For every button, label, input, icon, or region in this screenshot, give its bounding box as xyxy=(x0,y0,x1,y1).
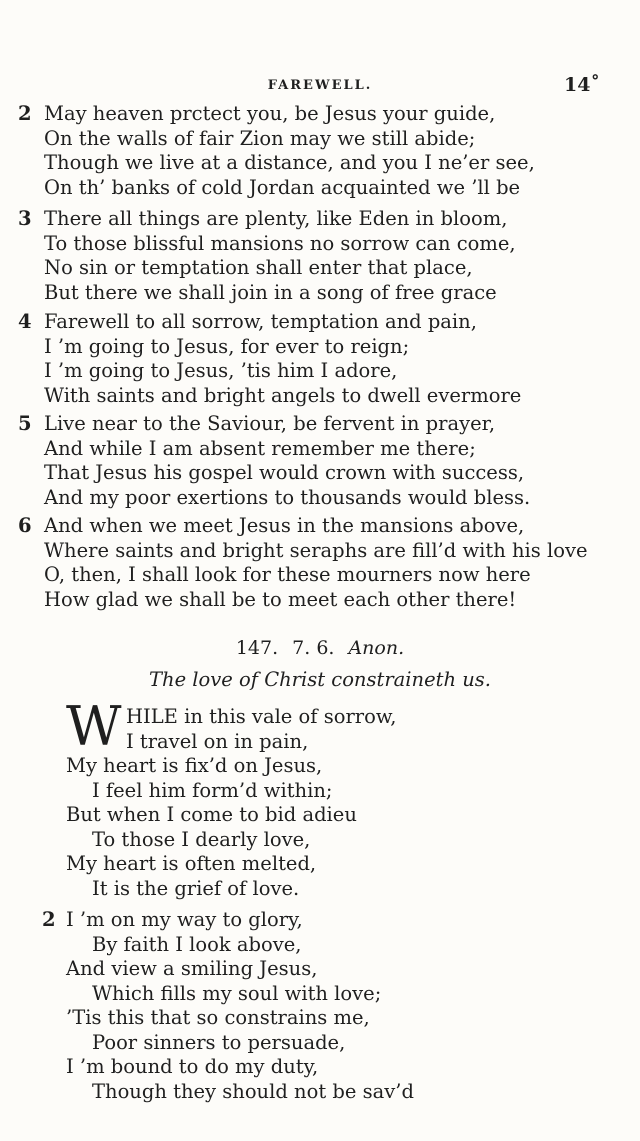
hymn-author: Anon. xyxy=(348,637,405,659)
verse-line: ’Tis this that so constrains me, xyxy=(66,1006,370,1029)
verse-line: And view a smiling Jesus, xyxy=(66,957,318,980)
verse-number: 5 xyxy=(18,412,32,435)
verse-line: How glad we shall be to meet each other there! xyxy=(44,587,517,611)
verse-line: Poor sinners to persuade, xyxy=(92,1030,346,1054)
drop-cap: W xyxy=(66,695,122,758)
verse-line: I ’m bound to do my duty, xyxy=(66,1055,319,1078)
verse-line: To those blissful mansions no sorrow can come, xyxy=(44,231,516,255)
verse-number: 2 xyxy=(18,102,32,125)
verse-line: It is the grief of love. xyxy=(92,876,300,900)
verse-line: O, then, I shall look for these mourners now here xyxy=(44,563,531,586)
verse-number: 6 xyxy=(18,514,32,537)
verse-line: My heart is fix’d on Jesus, xyxy=(66,754,323,777)
verse-line: To those I dearly love, xyxy=(92,827,311,851)
verse-line: I travel on in pain, xyxy=(126,729,309,753)
verse-3 xyxy=(18,207,618,305)
verse-number: 4 xyxy=(18,310,32,333)
verse-line: Which fills my soul with love; xyxy=(92,981,382,1005)
verse-line: I ’m going to Jesus, for ever to reign; xyxy=(44,334,410,358)
verse-line: On th’ banks of cold Jordan acquainted we ’ll be xyxy=(44,175,521,199)
verse-line: HILE in this vale of sorrow, xyxy=(126,705,397,728)
verse-number: 3 xyxy=(18,207,32,230)
verse-line: I ’m going to Jesus, ’tis him I adore, xyxy=(44,359,398,382)
verse-line: But when I come to bid adieu xyxy=(66,803,357,826)
verse-2 xyxy=(18,102,618,200)
verse-line: Where saints and bright seraphs are fill’d with his love xyxy=(44,538,588,562)
verse-line: And while I am absent remember me there; xyxy=(44,436,476,460)
verse-4 xyxy=(18,310,618,408)
verse-line: That Jesus his gospel would crown with success, xyxy=(44,461,525,484)
verse-5 xyxy=(18,412,618,510)
verse-line: 2 May heaven prctect you, be Jesus your guide, xyxy=(18,102,496,125)
hymn-title: The love of Christ constraineth us. xyxy=(149,668,491,691)
verse-line: Though we live at a distance, and you I ne’er see, xyxy=(44,151,535,174)
verse-line: No sin or temptation shall enter that place, xyxy=(44,256,473,279)
verse-line: 6 And when we meet Jesus in the mansions above, xyxy=(18,514,525,537)
verse-line: With saints and bright angels to dwell evermore xyxy=(44,383,522,407)
verse-line: 3 There all things are plenty, like Eden in bloom, xyxy=(18,207,508,230)
hymn-heading xyxy=(0,637,640,659)
verse-number: 2 xyxy=(42,908,56,931)
hymn-number: 147. xyxy=(235,637,279,659)
hymn-verse-1 xyxy=(66,695,606,901)
verse-line: 5 Live near to the Saviour, be fervent in prayer, xyxy=(18,412,496,435)
verse-line: My heart is often melted, xyxy=(66,852,317,875)
verse-line: I feel him form’d within; xyxy=(92,778,333,802)
verse-line: 4 Farewell to all sorrow, temptation and pain, xyxy=(18,310,477,333)
running-header: FAREWELL. xyxy=(267,78,373,93)
page-number: 14˚ xyxy=(564,74,600,96)
verse-line: Though they should not be sav’d xyxy=(92,1079,414,1103)
verse-line: And my poor exertions to thousands would bless. xyxy=(44,485,531,509)
verse-line: 2 I ’m on my way to glory, xyxy=(42,908,303,931)
verse-line: By faith I look above, xyxy=(92,932,302,956)
verse-line: On the walls of fair Zion may we still abide; xyxy=(44,126,476,150)
verse-line: But there we shall join in a song of free grace xyxy=(44,280,497,304)
hymn-meter: 7. 6. xyxy=(292,637,335,659)
hymn-verse-2 xyxy=(42,908,582,1104)
verse-6 xyxy=(18,514,618,612)
